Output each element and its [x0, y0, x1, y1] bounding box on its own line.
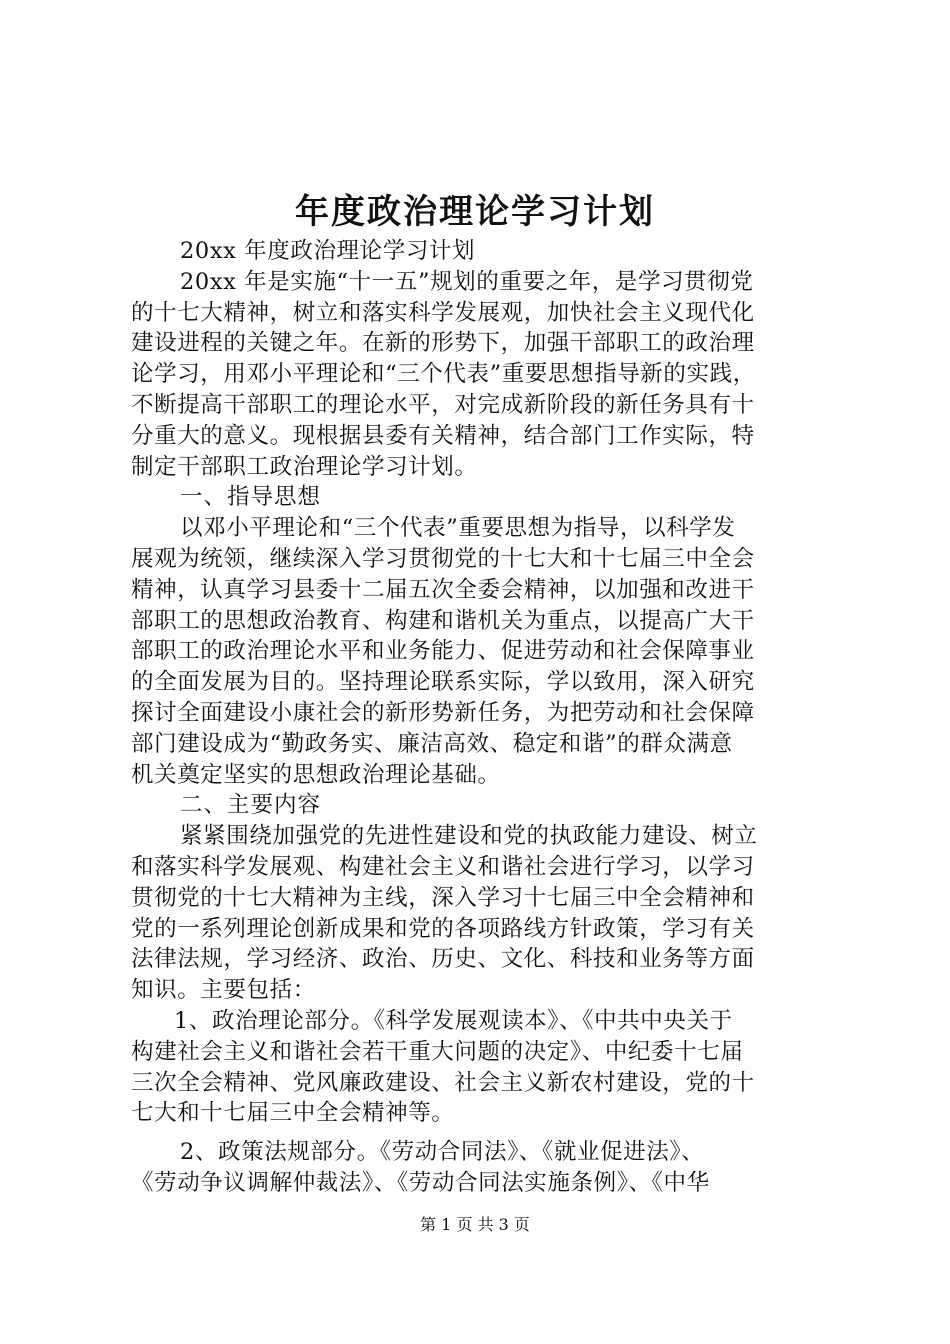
body-line: 三次全会精神、党风廉政建设、社会主义新农村建设，党的十: [131, 1069, 755, 1096]
section-heading: 二、主要内容: [180, 792, 322, 819]
body-line: 以邓小平理论和“三个代表”重要思想为指导，以科学发: [180, 515, 736, 542]
body-line: 精神，认真学习县委十二届五次全委会精神，以加强和改进干: [131, 576, 755, 603]
body-line: 和落实科学发展观、构建社会主义和谐社会进行学习，以学习: [131, 853, 755, 880]
body-line: 建设进程的关键之年。在新的形势下，加强干部职工的政治理: [131, 330, 755, 357]
body-line: 部门建设成为“勤政务实、廉洁高效、稳定和谐”的群众满意: [131, 730, 733, 757]
body-line: 部职工的思想政治教育、构建和谐机关为重点，以提高广大干: [131, 607, 755, 634]
list-item-line: 1、政治理论部分。《科学发展观读本》、《中共中央关于: [174, 1007, 733, 1034]
body-line: 论学习，用邓小平理论和“三个代表”重要思想指导新的实践，: [131, 361, 756, 388]
body-line: 20xx 年是实施“十一五”规划的重要之年，是学习贯彻党: [180, 268, 754, 295]
body-line: 部职工的政治理论水平和业务能力、促进劳动和社会保障事业: [131, 638, 755, 665]
subtitle-line: 20xx 年度政治理论学习计划: [180, 238, 476, 264]
page-footer: 第 1 页 共 3 页: [420, 1215, 530, 1234]
document-title: 年度政治理论学习计划: [295, 192, 655, 232]
body-line: 紧紧围绕加强党的先进性建设和党的执政能力建设、树立: [180, 823, 758, 850]
body-line: 知识。主要包括：: [131, 977, 316, 1004]
list-item-line: 2、政策法规部分。《劳动合同法》、《就业促进法》、: [180, 1139, 705, 1166]
body-line: 党的一系列理论创新成果和党的各项路线方针政策，学习有关: [131, 915, 755, 942]
section-heading: 一、指导思想: [180, 484, 322, 511]
body-line: 机关奠定坚实的思想政治理论基础。: [131, 761, 501, 788]
body-line: 的十七大精神，树立和落实科学发展观，加快社会主义现代化: [131, 299, 755, 326]
body-line: 构建社会主义和谐社会若干重大问题的决定》、中纪委十七届: [131, 1038, 744, 1065]
paragraph-gap: [131, 1129, 831, 1137]
body-line: 法律法规，学习经济、政治、历史、文化、科技和业务等方面: [131, 946, 755, 973]
body-line: 分重大的意义。现根据县委有关精神，结合部门工作实际，特: [131, 422, 755, 449]
body-line: 《劳动争议调解仲裁法》、《劳动合同法实施条例》、《中华: [131, 1169, 710, 1196]
document-body: [131, 236, 831, 1199]
body-line: 不断提高干部职工的理论水平，对完成新阶段的新任务具有十: [131, 391, 755, 418]
body-line: 七大和十七届三中全会精神等。: [131, 1100, 455, 1127]
body-line: 探讨全面建设小康社会的新形势新任务，为把劳动和社会保障: [131, 699, 755, 726]
body-line: 的全面发展为目的。坚持理论联系实际，学以致用，深入研究: [131, 669, 755, 696]
body-line: 贯彻党的十七大精神为主线，深入学习十七届三中全会精神和: [131, 884, 755, 911]
body-line: 展观为统领，继续深入学习贯彻党的十七大和十七届三中全会: [131, 545, 755, 572]
body-line: 制定干部职工政治理论学习计划。: [131, 453, 478, 480]
